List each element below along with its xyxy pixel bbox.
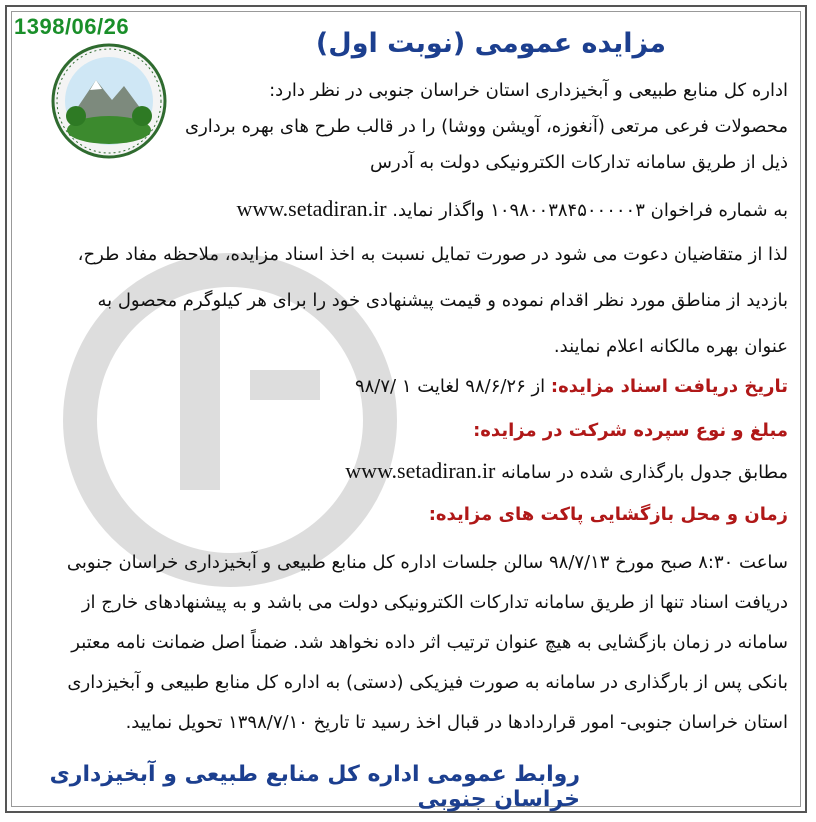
site-line [236, 196, 788, 222]
opening-line-2: دریافت اسناد تنها از طریق سامانه تدارکات الکترونیکی دولت می باشد و به پیشنهادهای خارج از [81, 592, 788, 613]
opening-heading: زمان و محل بازگشایی پاکت های مزایده: [428, 504, 788, 525]
request-line-2: بازدید از مناطق مورد نظر اقدام نموده و قیمت پیشنهادی خود را برای هر کیلوگرم محصول به [97, 290, 788, 311]
request-line-1: لذا از متقاضیان دعوت می شود در صورت تمایل نسبت به اخذ اسناد مزایده، ملاحظه مفاد طرح، [77, 244, 788, 265]
receive-dates: از ۹۸/۶/۲۶ لغایت ۱ /۹۸/۷ [354, 376, 546, 397]
opening-line-3: سامانه در زمان بازگشایی به هیچ عنوان ترتیب اثر داده نخواهد شد. ضمناً اصل ضمانت نامه معتبر [71, 632, 788, 653]
publish-date: 1398/06/26 [14, 14, 130, 39]
intro-line-3: ذیل از طریق سامانه تدارکات الکترونیکی دولت به آدرس [370, 152, 788, 173]
receive-heading: تاریخ دریافت اسناد مزایده: [550, 376, 788, 397]
opening-line-1: ساعت ۸:۳۰ صبح مورخ ۹۸/۷/۱۳ سالن جلسات اداره کل منابع طبیعی و آبخیزداری خراسان جنوبی [66, 552, 788, 573]
setadiran-website: www.setadiran.ir [236, 196, 387, 221]
public-relations-signature: روابط عمومی اداره کل منابع طبیعی و آبخیزداری خراسان جنوبی [49, 762, 580, 812]
notice-title: مزایده عمومی (نوبت اول) [315, 28, 666, 59]
opening-line-5: استان خراسان جنوبی- امور قراردادها در قبال اخذ رسید تا تاریخ ۱۳۹۸/۷/۱۰ تحویل نمایید. [125, 712, 788, 733]
request-line-3: عنوان بهره مالکانه اعلام نمایند. [553, 336, 788, 357]
intro-line-1: اداره کل منابع طبیعی و آبخیزداری استان خراسان جنوبی در نظر دارد: [269, 80, 788, 101]
call-number-text: به شماره فراخوان ۱۰۹۸۰۰۳۸۴۵۰۰۰۰۰۳ واگذار نماید. [392, 200, 788, 221]
opening-line-4: بانکی پس از بارگذاری در سامانه به صورت فیزیکی (دستی) به اداره کل منابع طبیعی و آبخیزداری [67, 672, 788, 693]
receive-documents [355, 376, 788, 397]
deposit-heading: مبلغ و نوع سپرده شرکت در مزایده: [473, 420, 788, 441]
organization-logo-icon [24, 42, 194, 160]
deposit-text: مطابق جدول بارگذاری شده در سامانه www.setadiran.ir [345, 458, 788, 483]
deposit-website: www.setadiran.ir [345, 458, 496, 483]
intro-line-2: محصولات فرعی مرتعی (آنغوزه، آویشن ووشا) را در قالب طرح های بهره برداری [185, 116, 788, 137]
